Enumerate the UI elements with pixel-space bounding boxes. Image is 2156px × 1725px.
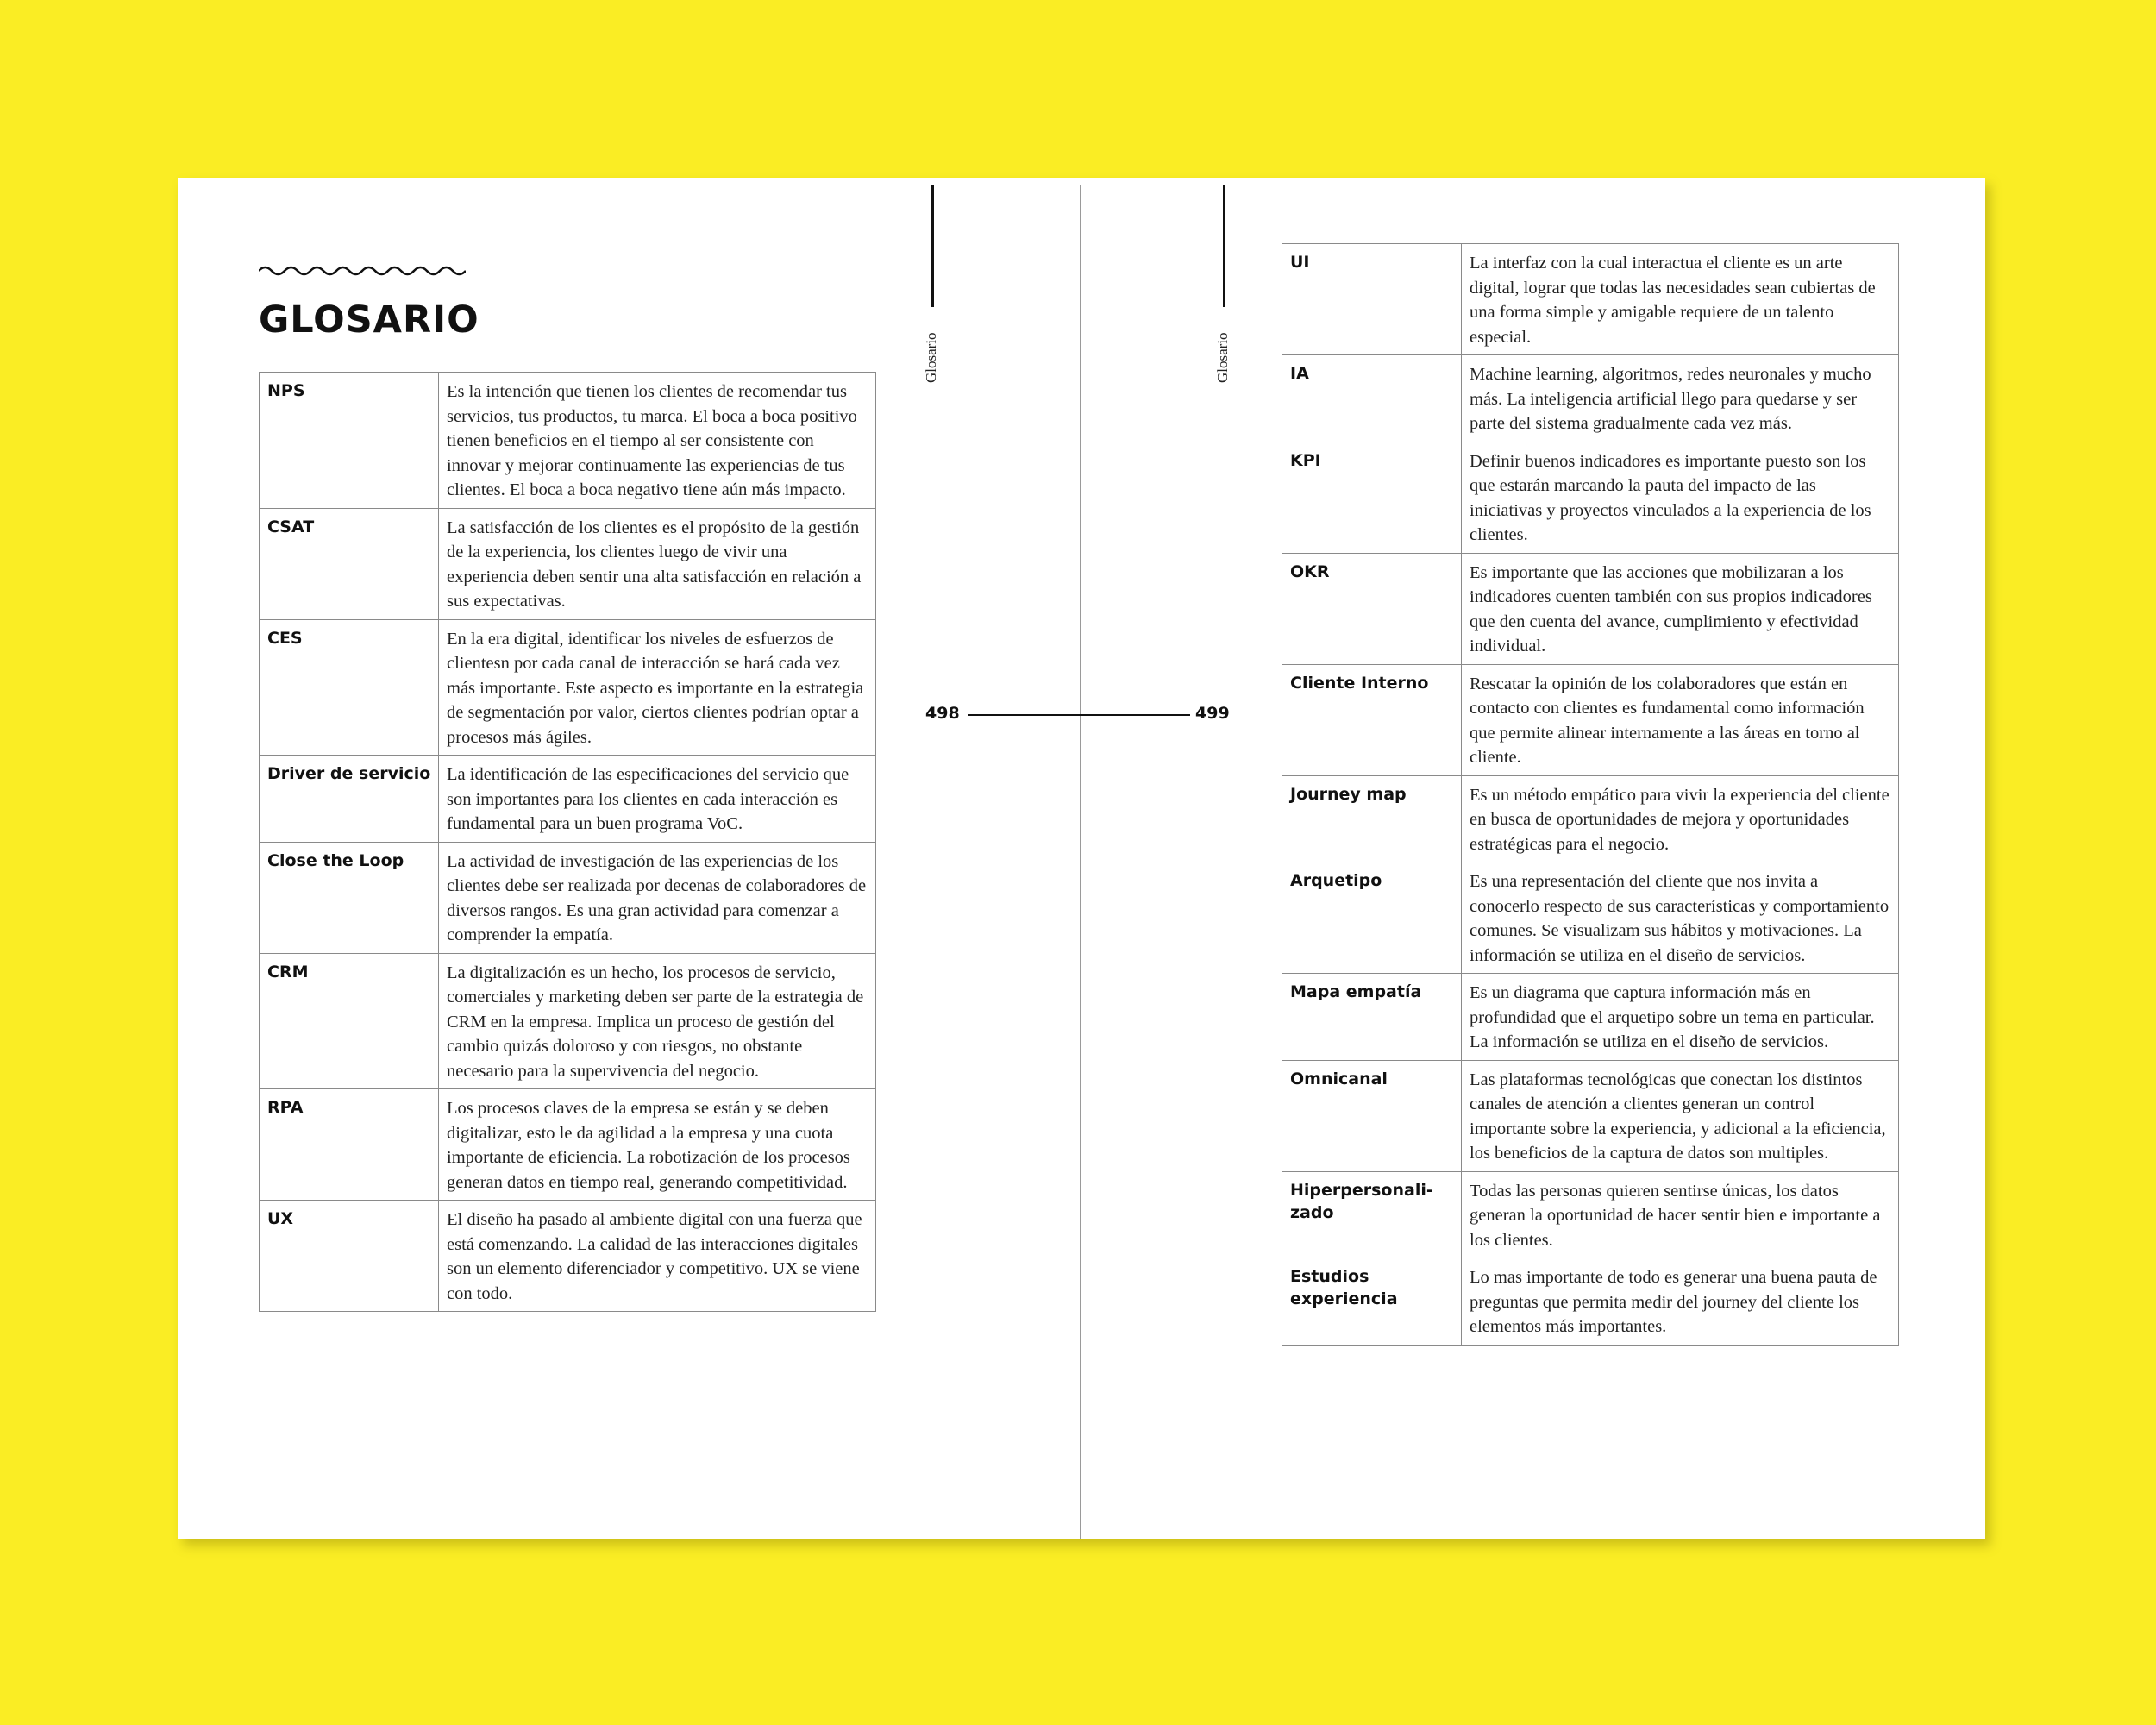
glossary-row: [260, 1201, 876, 1312]
glossary-definition: La digitalización es un hecho, los procesos de servicio, comerciales y marketing deben ser parte de la estrategia de CRM en la empresa. Implica un proceso de gestión del cambio quizás doloroso y con riesgos, no obstante necesario para la supervivencia del negocio.: [439, 953, 876, 1089]
glossary-row: [1282, 1060, 1899, 1171]
glossary-definition: Todas las personas quieren sentirse únicas, los datos generan la oportunidad de hacer sentir bien e importante a los clientes.: [1462, 1171, 1899, 1258]
glossary-term: Driver de servicio: [260, 756, 439, 843]
glossary-term: Close the Loop: [260, 842, 439, 953]
glossary-definition: Es un diagrama que captura información más en profundidad que el arquetipo sobre un tema en particular. La información se utiliza en el diseño de servicios.: [1462, 974, 1899, 1061]
glossary-row: [260, 953, 876, 1089]
glossary-table-left: [259, 372, 876, 1312]
glossary-row: [260, 373, 876, 509]
running-head-rule-right: [1223, 185, 1225, 307]
glossary-table-right: [1282, 243, 1899, 1346]
running-head-left: Glosario: [923, 332, 939, 383]
glossary-definition: Machine learning, algoritmos, redes neuronales y mucho más. La inteligencia artificial llego para quedarse y ser parte del sistema gradualmente cada vez más.: [1462, 355, 1899, 442]
glossary-definition: La actividad de investigación de las experiencias de los clientes debe ser realizada por decenas de colaboradores de diversos rangos. Es una gran actividad para comenzar a comprender la empatía.: [439, 842, 876, 953]
glossary-term: Cliente Interno: [1282, 664, 1462, 775]
book-spread: [178, 178, 1985, 1539]
glossary-term: Estudios experiencia: [1282, 1258, 1462, 1346]
glossary-term: UX: [260, 1201, 439, 1312]
glossary-term: KPI: [1282, 442, 1462, 553]
glossary-term: RPA: [260, 1089, 439, 1201]
glossary-definition: Las plataformas tecnológicas que conectan los distintos canales de atención a clientes generan un control importante sobre la experiencia, y adicional a la eficiencia, los beneficios de la captura de datos son multiples.: [1462, 1060, 1899, 1171]
glossary-term: CSAT: [260, 508, 439, 619]
running-head-rule-left: [931, 185, 934, 307]
glossary-definition: Definir buenos indicadores es importante puesto son los que estarán marcando la pauta del impacto de las iniciativas y proyectos vinculados a la experiencia de los clientes.: [1462, 442, 1899, 553]
glossary-definition: Es una representación del cliente que nos invita a conocerlo respecto de sus características y comportamiento comunes. Se visualizam sus hábitos y motivaciones. La información se utiliza en el diseño de servicios.: [1462, 862, 1899, 974]
glossary-row: [260, 508, 876, 619]
glossary-row: [1282, 974, 1899, 1061]
glossary-row: [1282, 664, 1899, 775]
glossary-row: [1282, 442, 1899, 553]
glossary-term: Mapa empatía: [1282, 974, 1462, 1061]
glossary-term: CES: [260, 619, 439, 756]
glossary-definition: Es un método empático para vivir la experiencia del cliente en busca de oportunidades de mejora y oportunidades estratégicas para el negocio.: [1462, 775, 1899, 862]
book-gutter: [1080, 185, 1081, 1539]
glossary-definition: Los procesos claves de la empresa se están y se deben digitalizar, esto le da agilidad a la empresa y una cuota importante de eficiencia. La robotización de los procesos generan datos en tiempo real, generando competitividad.: [439, 1089, 876, 1201]
glossary-row: [1282, 862, 1899, 974]
wave-decoration-icon: [259, 264, 466, 278]
glossary-term: UI: [1282, 244, 1462, 355]
page-title: GLOSARIO: [259, 298, 479, 342]
glossary-row: [1282, 775, 1899, 862]
glossary-row: [1282, 1171, 1899, 1258]
page-number-right: 499: [1195, 704, 1230, 723]
glossary-row: [1282, 553, 1899, 664]
glossary-definition: Es la intención que tienen los clientes de recomendar tus servicios, tus productos, tu marca. El boca a boca positivo tienen beneficios en el tiempo al ser consistente con innovar y mejorar continuamente las experiencias de tus clientes. El boca a boca negativo tiene aún más impacto.: [439, 373, 876, 509]
running-head-right: Glosario: [1214, 332, 1231, 383]
glossary-term: Omnicanal: [1282, 1060, 1462, 1171]
glossary-definition: La interfaz con la cual interactua el cliente es un arte digital, lograr que todas las necesidades sean cubiertas de una forma simple y amigable requiere de un talento especial.: [1462, 244, 1899, 355]
glossary-row: [260, 1089, 876, 1201]
glossary-term: OKR: [1282, 553, 1462, 664]
glossary-definition: La satisfacción de los clientes es el propósito de la gestión de la experiencia, los clientes luego de vivir una experiencia deben sentir una alta satisfacción en relación a sus expectativas.: [439, 508, 876, 619]
glossary-row: [260, 842, 876, 953]
glossary-row: [1282, 355, 1899, 442]
glossary-definition: En la era digital, identificar los niveles de esfuerzos de clientesn por cada canal de interacción se hará cada vez más importante. Este aspecto es importante en la estrategia de segmentación por valor, ciertos clientes podrían optar a procesos más ágiles.: [439, 619, 876, 756]
page-number-left: 498: [925, 704, 960, 723]
page-number-rule: [968, 714, 1190, 716]
glossary-definition: Rescatar la opinión de los colaboradores que están en contacto con clientes es fundamental como información que permite alinear internamente a las áreas en torno al cliente.: [1462, 664, 1899, 775]
glossary-term: IA: [1282, 355, 1462, 442]
glossary-definition: El diseño ha pasado al ambiente digital con una fuerza que está comenzando. La calidad de las interacciones digitales son un elemento diferenciador y competitivo. UX se viene con todo.: [439, 1201, 876, 1312]
glossary-definition: La identificación de las especificaciones del servicio que son importantes para los clientes en cada interacción es fundamental para un buen programa VoC.: [439, 756, 876, 843]
glossary-row: [1282, 244, 1899, 355]
glossary-term: Arquetipo: [1282, 862, 1462, 974]
glossary-term: Journey map: [1282, 775, 1462, 862]
glossary-term: Hiperpersonali-zado: [1282, 1171, 1462, 1258]
glossary-term: NPS: [260, 373, 439, 509]
glossary-row: [1282, 1258, 1899, 1346]
glossary-definition: Es importante que las acciones que mobilizaran a los indicadores cuenten también con sus propios indicadores que den cuenta del avance, cumplimiento y efectividad individual.: [1462, 553, 1899, 664]
glossary-definition: Lo mas importante de todo es generar una buena pauta de preguntas que permita medir del journey del cliente los elementos más importantes.: [1462, 1258, 1899, 1346]
glossary-term: CRM: [260, 953, 439, 1089]
glossary-row: [260, 619, 876, 756]
glossary-row: [260, 756, 876, 843]
